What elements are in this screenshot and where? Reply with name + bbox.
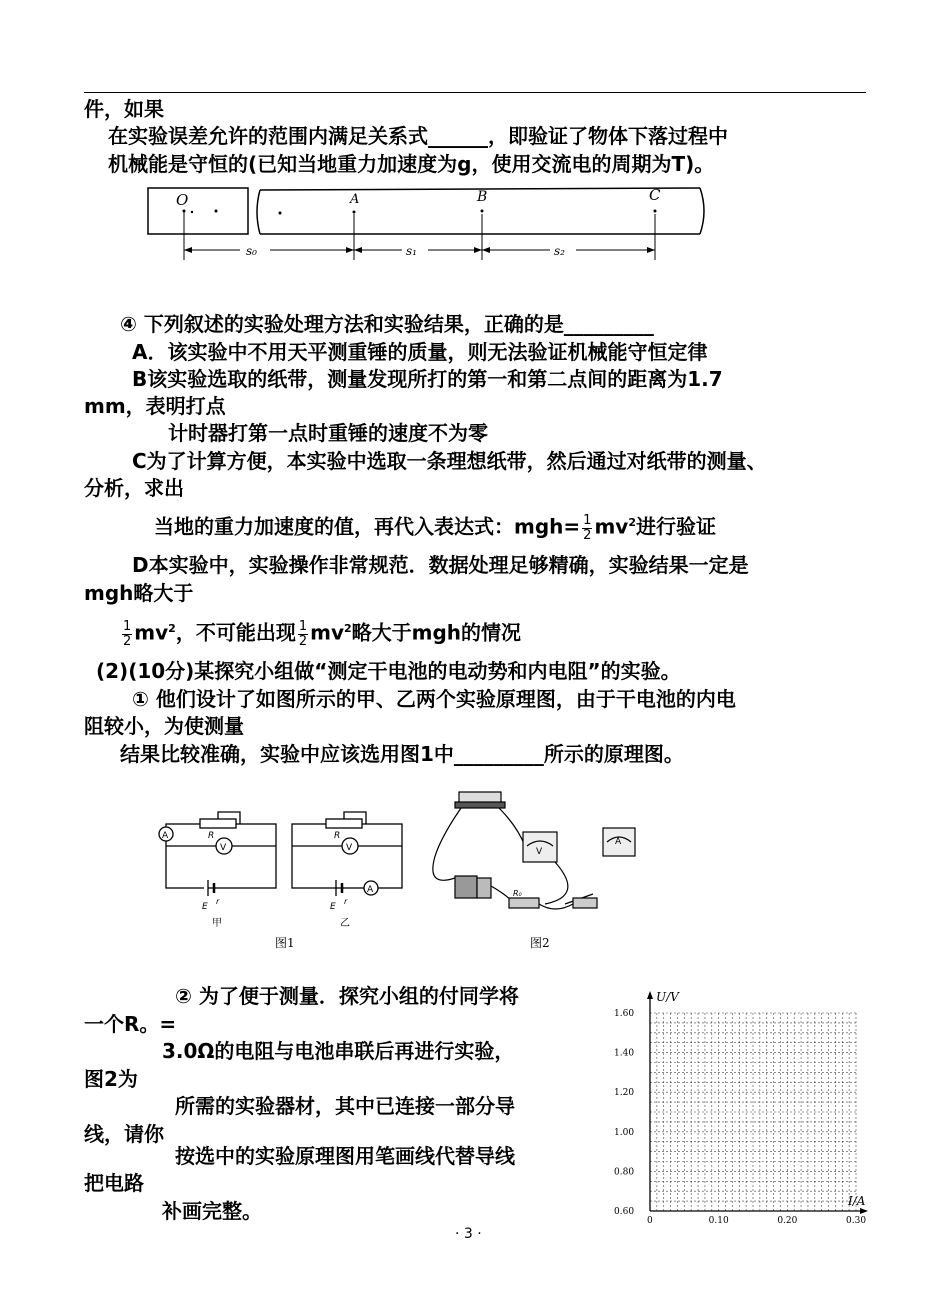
svg-text:A: A bbox=[615, 837, 622, 847]
paper-tape-figure bbox=[140, 178, 720, 273]
text-line: 计时器打第一点时重锤的速度不为零 bbox=[168, 421, 488, 445]
text-line: 把电路 bbox=[84, 1171, 144, 1195]
text-line: D本实验中，实验操作非常规范．数据处理足够精确，实验结果一定是 bbox=[132, 553, 749, 577]
page-number: · 3 · bbox=[455, 1226, 482, 1242]
header-rule bbox=[84, 92, 866, 93]
svg-text:R₀: R₀ bbox=[513, 889, 522, 898]
svg-text:R: R bbox=[208, 831, 215, 841]
svg-text:E: E bbox=[330, 902, 336, 912]
svg-text:V: V bbox=[536, 847, 543, 857]
text-line: ② 为了便于测量．探究小组的付同学将 bbox=[175, 984, 519, 1008]
text-line: 3.0Ω的电阻与电池串联后再进行实验， bbox=[162, 1039, 515, 1063]
text-line: mm，表明打点 bbox=[84, 394, 226, 418]
x-tick-label: 0.10 bbox=[708, 1216, 729, 1225]
x-axis-label: I/A bbox=[848, 1194, 866, 1208]
fraction: $\frac{1}{2}$ bbox=[583, 512, 592, 543]
jia-label: 甲 bbox=[212, 918, 222, 929]
text-line: 分析，求出 bbox=[84, 476, 184, 500]
y-tick-label: 0.80 bbox=[614, 1167, 635, 1178]
fraction: $\frac{1}{2}$ bbox=[298, 618, 308, 649]
point-b-label: B bbox=[477, 189, 488, 205]
svg-text:E: E bbox=[202, 902, 208, 912]
yi-label: 乙 bbox=[340, 918, 350, 929]
text-line: A．该实验中不用天平测重锤的质量，则无法验证机械能守恒定律 bbox=[132, 340, 708, 364]
y-tick-label: 1.20 bbox=[614, 1088, 635, 1099]
svg-text:r: r bbox=[216, 897, 220, 906]
x-tick-label: 0 bbox=[647, 1216, 653, 1225]
y-tick-label: 1.40 bbox=[614, 1048, 635, 1059]
text-line: 在实验误差允许的范围内满足关系式______，即验证了物体下落过程中 bbox=[108, 124, 728, 148]
x-tick-label: 0.30 bbox=[846, 1216, 867, 1225]
text-line: 所需的实验器材，其中已连接一部分导 bbox=[175, 1094, 515, 1118]
s1-label: s₁ bbox=[406, 244, 417, 258]
text-line: 线，请你 bbox=[84, 1122, 164, 1146]
text-line: ④ 下列叙述的实验处理方法和实验结果，正确的是_________ bbox=[120, 312, 654, 336]
text-line: ① 他们设计了如图所示的甲、乙两个实验原理图，由于干电池的内电 bbox=[132, 687, 736, 711]
y-tick-label: 0.60 bbox=[614, 1207, 635, 1217]
u-i-graph bbox=[610, 985, 880, 1225]
svg-text:A: A bbox=[367, 885, 374, 895]
figure-2-caption: 图2 bbox=[530, 936, 550, 950]
circuit-figure-1 bbox=[150, 800, 420, 950]
svg-text:r: r bbox=[344, 897, 348, 906]
s2-label: s₂ bbox=[554, 244, 565, 258]
apparatus-figure-2 bbox=[425, 786, 675, 936]
formula-line: 当地的重力加速度的值，再代入表达式：mgh= $\frac{1}{2}$ $mv^2$进行验证 bbox=[154, 512, 716, 543]
y-tick-label: 1.60 bbox=[614, 1009, 635, 1019]
svg-text:V: V bbox=[220, 843, 227, 853]
s0-label: s₀ bbox=[246, 244, 257, 258]
text-line: (2)(10分)某探究小组做“测定干电池的电动势和内电阻”的实验。 bbox=[96, 659, 681, 683]
text-line: 阻较小，为使测量 bbox=[84, 714, 244, 738]
text-line: 件，如果 bbox=[84, 97, 164, 121]
y-axis-label: U/V bbox=[656, 990, 679, 1004]
text-line: 一个R。= bbox=[84, 1012, 177, 1036]
text-line: 补画完整。 bbox=[162, 1199, 262, 1223]
text-line: B该实验选取的纸带，测量发现所打的第一和第二点间的距离为1.7 bbox=[132, 367, 723, 391]
point-o-label: O bbox=[176, 191, 189, 209]
fraction: $\frac{1}{2}$ bbox=[123, 618, 132, 649]
text-line: 按选中的实验原理图用笔画线代替导线 bbox=[175, 1144, 515, 1168]
x-tick-label: 0.20 bbox=[777, 1216, 798, 1225]
point-a-label: A bbox=[350, 192, 360, 207]
text-line: C为了计算方便，本实验中选取一条理想纸带，然后通过对纸带的测量、 bbox=[132, 449, 767, 473]
text-line: mgh略大于 bbox=[84, 581, 194, 605]
svg-text:A: A bbox=[162, 831, 169, 841]
figure-1-caption: 图1 bbox=[275, 936, 295, 950]
text-line: 图2为 bbox=[84, 1067, 138, 1091]
point-c-label: C bbox=[649, 186, 661, 204]
svg-text:V: V bbox=[346, 843, 353, 853]
y-tick-label: 1.00 bbox=[614, 1127, 635, 1138]
svg-text:R: R bbox=[334, 831, 341, 841]
formula-line: $\frac{1}{2}$ $mv^2$，不可能出现 $\frac{1}{2}$ $mv^2$略大于mgh的情况 bbox=[123, 618, 522, 649]
text-line: 结果比较准确，实验中应该选用图1中_________所示的原理图。 bbox=[120, 742, 684, 766]
text-line: 机械能是守恒的(已知当地重力加速度为g，使用交流电的周期为T)。 bbox=[108, 152, 715, 176]
